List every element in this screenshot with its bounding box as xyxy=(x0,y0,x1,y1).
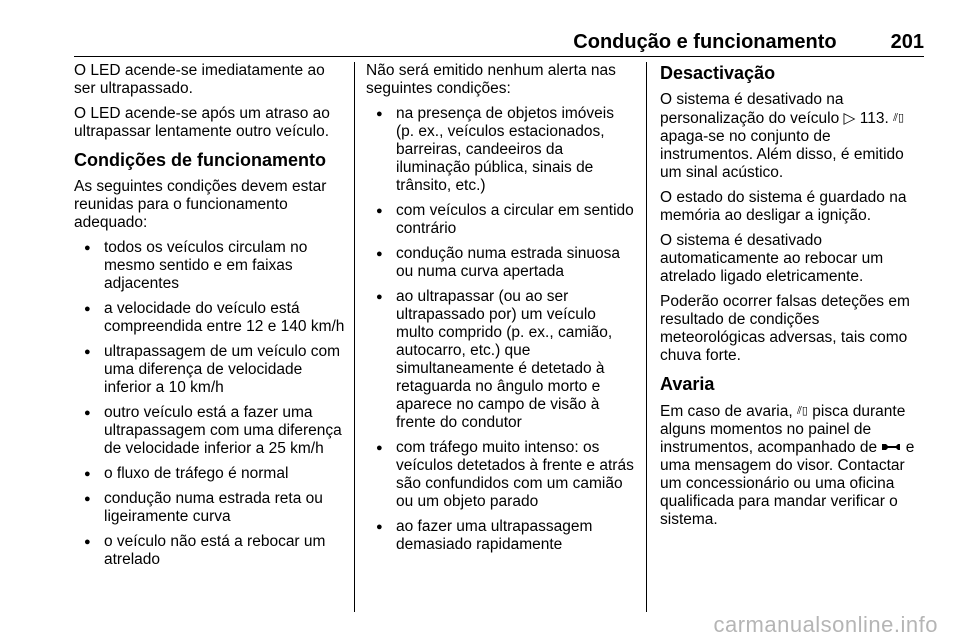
paragraph: Poderão ocorrer falsas deteções em resultado de condições meteorológicas adversas, tais como chuva forte. xyxy=(660,293,910,364)
list-item: ● o veículo não está a rebocar um atrelado xyxy=(74,533,348,569)
paragraph: O estado do sistema é guardado na memória ao desligar a ignição. xyxy=(660,189,907,224)
page-header xyxy=(74,30,924,54)
paragraph: O LED acende-se após um atraso ao ultrapassar lentamente outro veículo. xyxy=(74,105,330,140)
no-alert-list xyxy=(366,105,636,554)
list-item: ● com veículos a circular em sentido contrário xyxy=(366,202,636,238)
side-blind-zone-alert-icon: ⫽▯ xyxy=(893,112,905,124)
list-item: ● com tráfego muito intenso: os veículos detetados à frente e atrás são confundidos com um camião ou um objeto parado xyxy=(366,439,636,511)
page-number: 201 xyxy=(890,30,924,53)
list-item: ● ao ultrapassar (ou ao ser ultrapassado por) um veículo multo comprido (p. ex., camião, autocarro, etc.) que simultaneamente é detetado à retaguarda no ângulo morto e aparece no campo de visão à frente do condutor xyxy=(366,288,636,432)
paragraph: O LED acende-se imediatamente ao ser ultrapassado. xyxy=(74,62,325,97)
list-item: ● condução numa estrada reta ou ligeiramente curva xyxy=(74,490,348,526)
column-divider xyxy=(354,62,355,612)
paragraph: As seguintes condições devem estar reunidas para o funcionamento adequado: xyxy=(74,178,327,231)
paragraph: Em caso de avaria, ⫽▯ pisca durante alguns momentos no painel de instrumentos, acompanhado de e uma mensagem do visor. Contactar um concessionário ou uma oficina qualificada para mandar verificar o sistema. xyxy=(660,403,915,528)
column-2 xyxy=(366,62,636,612)
page-reference[interactable]: 113. xyxy=(859,110,889,127)
paragraph: O sistema é desativado na personalização do veículo ▷ 113. ⫽▯ apaga-se no conjunto de instrumentos. Além disso, é emitido um sinal acústico. xyxy=(660,91,905,181)
section-heading-operating-conditions: Condições de funcionamento xyxy=(74,150,327,170)
list-item: ● ao fazer uma ultrapassagem demasiado rapidamente xyxy=(366,518,636,554)
list-item: ● na presença de objetos imóveis (p. ex., veículos estacionados, barreiras, candeeiros da iluminação pública, sinais de trânsito, etc.) xyxy=(366,105,636,195)
header-divider xyxy=(74,56,924,57)
wrench-icon xyxy=(881,441,901,453)
list-item: ● outro veículo está a fazer uma ultrapassagem com uma diferença de velocidade inferior a 25 km/h xyxy=(74,404,348,458)
list-item: ● ultrapassagem de um veículo com uma diferença de velocidade inferior a 10 km/h xyxy=(74,343,348,397)
list-item: ● condução numa estrada sinuosa ou numa curva apertada xyxy=(366,245,636,281)
page-title: Condução e funcionamento xyxy=(573,30,837,53)
list-item: ● a velocidade do veículo está compreendida entre 12 e 140 km/h xyxy=(74,300,348,336)
side-blind-zone-alert-icon: ⫽▯ xyxy=(797,405,808,417)
column-3 xyxy=(660,62,926,612)
paragraph: O sistema é desativado automaticamente ao rebocar um atrelado ligado eletricamente. xyxy=(660,232,884,285)
section-heading-malfunction: Avaria xyxy=(660,374,715,394)
watermark: carmanualsonline.info xyxy=(713,612,938,637)
list-item: ● todos os veículos circulam no mesmo sentido e em faixas adjacentes xyxy=(74,239,348,293)
triangle-right-icon: ▷ xyxy=(843,110,856,127)
column-divider xyxy=(646,62,647,612)
paragraph: Não será emitido nenhum alerta nas seguintes condições: xyxy=(366,62,616,97)
column-1 xyxy=(74,62,348,612)
conditions-list xyxy=(74,239,348,569)
section-heading-deactivation: Desactivação xyxy=(660,63,776,83)
list-item: ● o fluxo de tráfego é normal xyxy=(74,465,348,483)
